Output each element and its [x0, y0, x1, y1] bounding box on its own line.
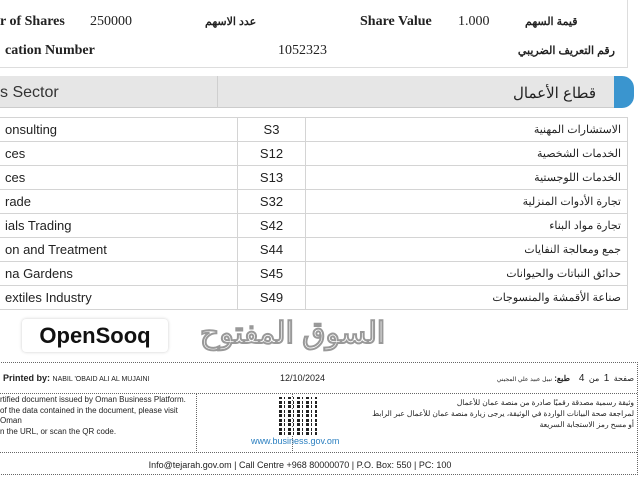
sector-table	[0, 117, 628, 310]
sector-code: S49	[238, 286, 306, 310]
verify-text-ar	[299, 397, 634, 430]
table-row	[0, 142, 628, 166]
sector-name-en: ces	[0, 142, 238, 166]
sector-name-ar: صناعة الأقمشة والمنسوجات	[306, 286, 628, 310]
sector-name-en: rade	[0, 190, 238, 214]
tax-value: 1052323	[278, 43, 327, 58]
table-row	[0, 190, 628, 214]
tax-label: cation Number	[5, 43, 95, 58]
sector-code: S13	[238, 166, 306, 190]
table-row	[0, 118, 628, 142]
sector-name-en: on and Treatment	[0, 238, 238, 262]
sector-name-en: ces	[0, 166, 238, 190]
sector-code: S44	[238, 238, 306, 262]
table-row	[0, 238, 628, 262]
sector-name-ar: الخدمات اللوجستية	[306, 166, 628, 190]
verify-line: of the data contained in the document, please visit Oman	[0, 405, 178, 425]
sector-name-ar: جمع ومعالجة النفايات	[306, 238, 628, 262]
share-value: 1.000	[458, 14, 490, 29]
table-row	[0, 166, 628, 190]
url-link[interactable]: www.business.gov.om	[251, 436, 340, 446]
verify-line-ar: لمراجعة صحة البيانات الواردة في الوثيقة، يرجى زيارة منصة عمان للأعمال عبر الرابط	[372, 409, 634, 418]
sector-name-ar: الخدمات الشخصية	[306, 142, 628, 166]
printed-by	[3, 373, 149, 383]
shares-label-ar: عدد الاسهم	[205, 16, 257, 28]
shares-value: 250000	[90, 14, 132, 29]
tax-label-ar: رقم التعريف الضريبي	[517, 45, 615, 57]
share-value-label-ar: قيمة السهم	[525, 16, 578, 28]
section-title-ar: قطاع الأعمال	[513, 85, 596, 102]
section-accent	[614, 76, 634, 108]
sector-code: S32	[238, 190, 306, 214]
sector-code: S45	[238, 262, 306, 286]
of-label: من	[588, 374, 600, 383]
verify-line: rtified document issued by Oman Business Platform.	[0, 395, 186, 404]
sector-name-en: extiles Industry	[0, 286, 238, 310]
shares-label: r of Shares	[0, 14, 65, 29]
sector-name-ar: حدائق النباتات والحيوانات	[306, 262, 628, 286]
verify-line-ar: وثيقة رسمية مصدقة رقميًا صادرة من منصة عمان للأعمال	[456, 398, 634, 407]
sector-code: S3	[238, 118, 306, 142]
sector-name-ar: الاستشارات المهنية	[306, 118, 628, 142]
sector-code: S12	[238, 142, 306, 166]
table-row	[0, 286, 628, 310]
print-info-ar	[497, 373, 634, 384]
watermark-logo: OpenSooq	[22, 319, 168, 352]
sector-name-en: ials Trading	[0, 214, 238, 238]
printed-name: NABIL 'OBAID ALI AL MUJAINI	[52, 376, 150, 383]
table-row	[0, 262, 628, 286]
verify-text-en	[0, 395, 192, 437]
contact-info: Info@tejarah.gov.om | Call Centre +968 80000070 | P.O. Box: 550 | PC: 100	[148, 460, 452, 470]
table-row	[0, 214, 628, 238]
page-number: 1	[603, 373, 610, 384]
printed-name-ar: نبيل عبيد علي المجيني	[496, 377, 553, 383]
divider	[196, 394, 197, 453]
sector-name-en: onsulting	[0, 118, 238, 142]
page-count: 4	[578, 373, 585, 384]
sector-name-ar: تجارة الأدوات المنزلية	[306, 190, 628, 214]
share-value-label: Share Value	[360, 14, 432, 29]
verify-line-ar: أو مسح رمز الاستجابة السريعة	[539, 420, 634, 429]
sector-name-en: na Gardens	[0, 262, 238, 286]
printed-label: Printed by:	[3, 373, 51, 383]
sector-name-ar: تجارة مواد البناء	[306, 214, 628, 238]
printed-label-ar: طبع:	[554, 374, 570, 383]
divider	[217, 76, 218, 108]
sector-code: S42	[238, 214, 306, 238]
print-date: 12/10/2024	[280, 373, 326, 383]
watermark-ar: السوق المفتوح	[200, 317, 386, 350]
section-title-en: s Sector	[0, 84, 59, 101]
page-label: صفحة	[613, 374, 634, 383]
verify-line: n the URL, or scan the QR code.	[0, 426, 117, 436]
